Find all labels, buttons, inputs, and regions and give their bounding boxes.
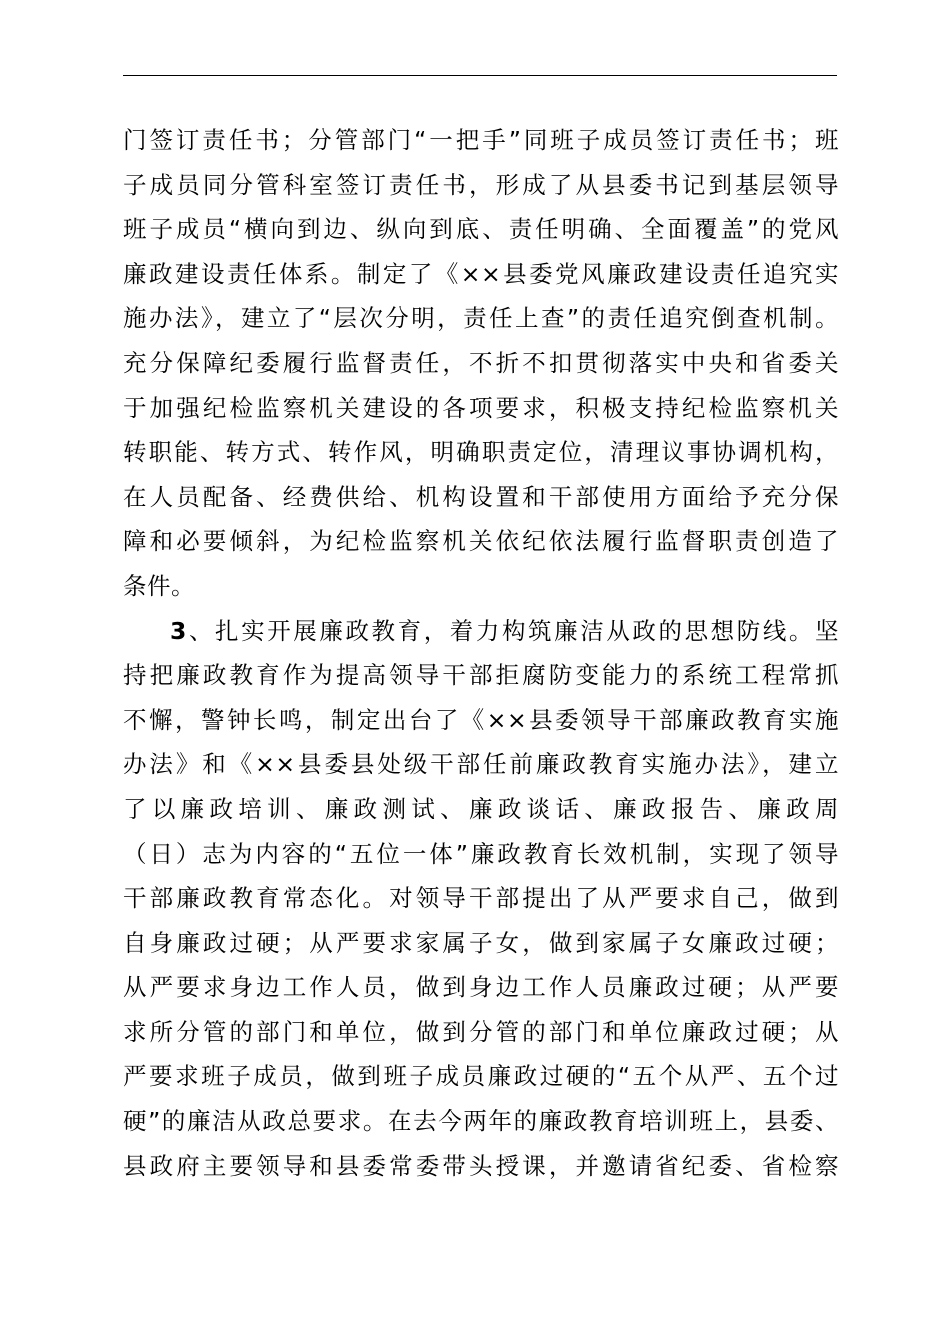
text-line: 廉政建设责任体系。制定了《××县委党风廉政建设责任追究实 (123, 259, 839, 288)
text-line: 子成员同分管科室签订责任书，形成了从县委书记到基层领导 (123, 170, 839, 199)
text-line: 障和必要倾斜，为纪检监察机关依纪依法履行监督职责创造了 (123, 527, 839, 556)
text-line: 从严要求身边工作人员，做到身边工作人员廉政过硬；从严要 (123, 973, 839, 1002)
section-number: 3 (170, 616, 187, 645)
text-line: 自身廉政过硬；从严要求家属子女，做到家属子女廉政过硬； (123, 928, 839, 957)
text-line: 了以廉政培训、廉政测试、廉政谈话、廉政报告、廉政周 (123, 794, 839, 823)
text-line: 不懈，警钟长鸣，制定出台了《××县委领导干部廉政教育实施 (123, 705, 839, 734)
text-line: 施办法》，建立了“层次分明，责任上查”的责任追究倒查机制。 (123, 304, 839, 333)
section-heading-text: 、扎实开展廉政教育，着力构筑廉洁从政的思想防线。坚 (186, 616, 839, 645)
text-line: 在人员配备、经费供给、机构设置和干部使用方面给予充分保 (123, 482, 839, 511)
text-line: 转职能、转方式、转作风，明确职责定位，清理议事协调机构， (123, 438, 839, 467)
text-line: 门签订责任书；分管部门“一把手”同班子成员签订责任书；班 (123, 126, 839, 154)
document-body (123, 118, 839, 1188)
paragraph-1 (123, 118, 839, 609)
text-line: 于加强纪检监察机关建设的各项要求，积极支持纪检监察机关 (123, 393, 839, 422)
text-line: 充分保障纪委履行监督责任，不折不扣贯彻落实中央和省委关 (123, 348, 839, 377)
text-line: 硬”的廉洁从政总要求。在去今两年的廉政教育培训班上，县委、 (123, 1107, 839, 1136)
header-rule (123, 75, 837, 76)
text-line: 干部廉政教育常态化。对领导干部提出了从严要求自己，做到 (123, 884, 839, 913)
text-line: （日）志为内容的“五位一体”廉政教育长效机制，实现了领导 (123, 839, 839, 868)
text-line: 班子成员“横向到边、纵向到底、责任明确、全面覆盖”的党风 (123, 215, 839, 244)
paragraph-2 (123, 609, 839, 1189)
paragraph-first-line (123, 609, 839, 654)
text-line: 县政府主要领导和县委常委带头授课，并邀请省纪委、省检察 (123, 1151, 839, 1180)
text-line: 持把廉政教育作为提高领导干部拒腐防变能力的系统工程常抓 (123, 661, 839, 690)
text-line: 求所分管的部门和单位，做到分管的部门和单位廉政过硬；从 (123, 1017, 839, 1046)
text-line: 办法》和《××县委县处级干部任前廉政教育实施办法》，建立 (123, 750, 839, 779)
text-line: 严要求班子成员，做到班子成员廉政过硬的“五个从严、五个过 (123, 1062, 839, 1091)
text-line: 条件。 (123, 571, 195, 600)
